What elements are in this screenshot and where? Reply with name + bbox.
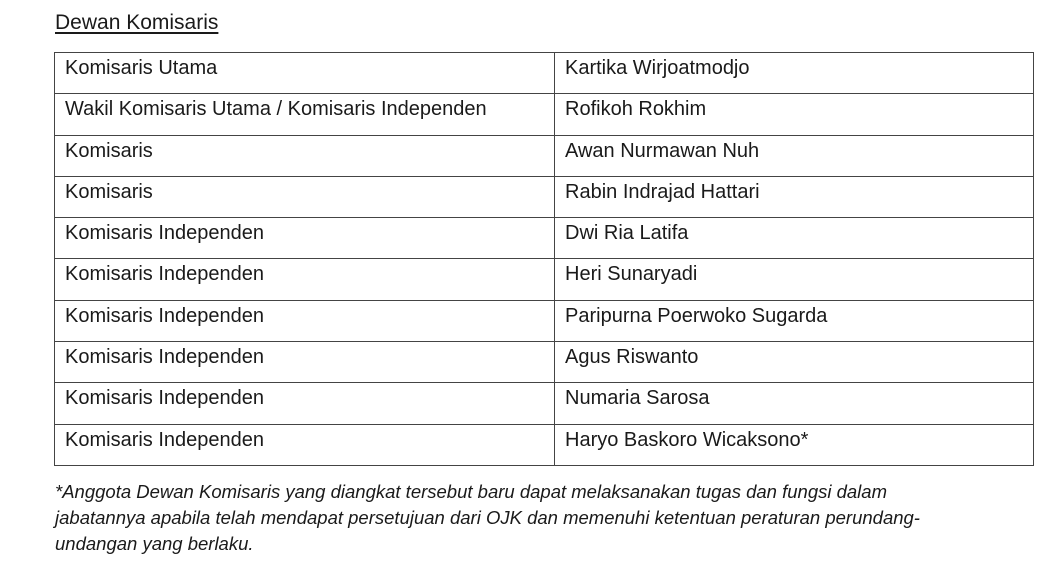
name-cell: Kartika Wirjoatmodjo bbox=[555, 53, 1034, 94]
name-cell: Numaria Sarosa bbox=[555, 383, 1034, 424]
table-row bbox=[55, 259, 1034, 300]
name-cell: Rofikoh Rokhim bbox=[555, 94, 1034, 135]
table-row bbox=[55, 424, 1034, 465]
table-row bbox=[55, 300, 1034, 341]
name-cell: Awan Nurmawan Nuh bbox=[555, 135, 1034, 176]
footnote bbox=[55, 479, 1015, 557]
position-cell: Komisaris bbox=[55, 176, 555, 217]
table-row bbox=[55, 218, 1034, 259]
table-row bbox=[55, 53, 1034, 94]
footnote-line: *Anggota Dewan Komisaris yang diangkat tersebut baru dapat melaksanakan tugas dan fungsi dalam bbox=[55, 481, 887, 502]
position-cell: Wakil Komisaris Utama / Komisaris Independen bbox=[55, 94, 555, 135]
position-cell: Komisaris Utama bbox=[55, 53, 555, 94]
commissioners-table bbox=[54, 52, 1034, 466]
table-row bbox=[55, 383, 1034, 424]
name-cell: Dwi Ria Latifa bbox=[555, 218, 1034, 259]
table-row bbox=[55, 176, 1034, 217]
footnote-line: jabatannya apabila telah mendapat persetujuan dari OJK dan memenuhi ketentuan peraturan perundang- bbox=[55, 507, 920, 528]
name-cell: Rabin Indrajad Hattari bbox=[555, 176, 1034, 217]
footnote-line: undangan yang berlaku. bbox=[55, 533, 254, 554]
table-row bbox=[55, 135, 1034, 176]
table-row bbox=[55, 342, 1034, 383]
section-title: Dewan Komisaris bbox=[55, 11, 219, 34]
position-cell: Komisaris Independen bbox=[55, 300, 555, 341]
position-cell: Komisaris Independen bbox=[55, 383, 555, 424]
table-row bbox=[55, 94, 1034, 135]
name-cell: Heri Sunaryadi bbox=[555, 259, 1034, 300]
name-cell: Paripurna Poerwoko Sugarda bbox=[555, 300, 1034, 341]
position-cell: Komisaris Independen bbox=[55, 218, 555, 259]
position-cell: Komisaris bbox=[55, 135, 555, 176]
name-cell: Haryo Baskoro Wicaksono* bbox=[555, 424, 1034, 465]
position-cell: Komisaris Independen bbox=[55, 342, 555, 383]
name-cell: Agus Riswanto bbox=[555, 342, 1034, 383]
position-cell: Komisaris Independen bbox=[55, 259, 555, 300]
position-cell: Komisaris Independen bbox=[55, 424, 555, 465]
